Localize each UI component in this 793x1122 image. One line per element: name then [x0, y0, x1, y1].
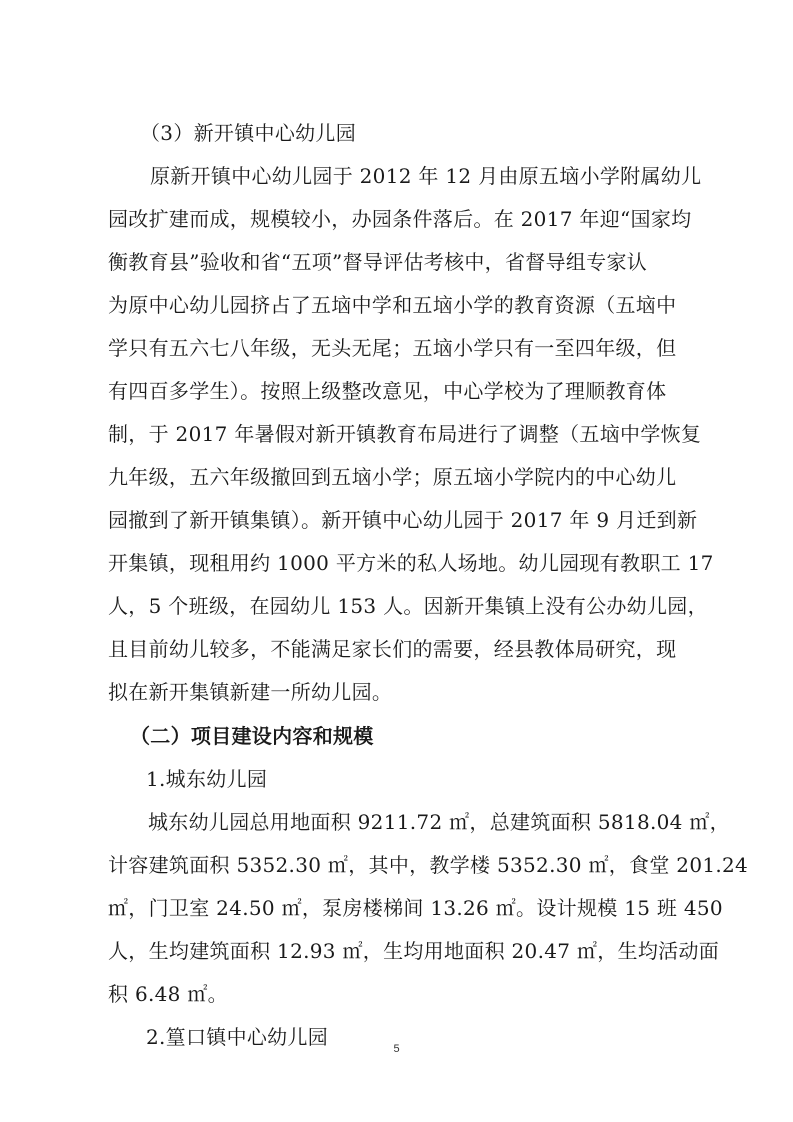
paragraph-line: 园改扩建而成，规模较小，办园条件落后。在 2017 年迎“国家均: [108, 207, 692, 231]
paragraph-line: 九年级，五六年级撤回到五垴小学；原五垴小学院内的中心幼儿: [108, 465, 677, 489]
section-b-heading: （二）项目建设内容和规模: [130, 724, 374, 748]
paragraph-line: 为原中心幼儿园挤占了五垴中学和五垴小学的教育资源（五垴中: [108, 293, 677, 317]
paragraph-line: 园撤到了新开镇集镇）。新开镇中心幼儿园于 2017 年 9 月迁到新: [108, 508, 698, 532]
paragraph-line: 计容建筑面积 5352.30 ㎡，其中，教学楼 5352.30 ㎡，食堂 201.24: [108, 853, 749, 877]
paragraph-line: 开集镇，现租用约 1000 平方米的私人场地。幼儿园现有教职工 17: [108, 551, 714, 575]
paragraph-line: 制，于 2017 年暑假对新开镇教育布局进行了调整（五垴中学恢复: [108, 422, 702, 446]
paragraph-line: 且目前幼儿较多，不能满足家长们的需要，经县教体局研究，现: [108, 637, 677, 661]
paragraph-line: 原新开镇中心幼儿园于 2012 年 12 月由原五垴小学附属幼儿: [150, 164, 702, 188]
item-2-heading: 2.篁口镇中心幼儿园: [146, 1025, 329, 1049]
paragraph-line: 学只有五六七八年级，无头无尾；五垴小学只有一至四年级，但: [108, 336, 677, 360]
paragraph-line: 人，生均建筑面积 12.93 ㎡，生均用地面积 20.47 ㎡，生均活动面: [108, 939, 720, 963]
paragraph-line: 城东幼儿园总用地面积 9211.72 ㎡，总建筑面积 5818.04 ㎡，: [148, 810, 730, 834]
paragraph-line: ㎡，门卫室 24.50 ㎡，泵房楼梯间 13.26 ㎡。设计规模 15 班 450: [108, 896, 723, 920]
item-1-heading: 1.城东幼儿园: [146, 767, 268, 791]
page-number: 5: [393, 1043, 400, 1055]
paragraph-line: 拟在新开集镇新建一所幼儿园。: [108, 680, 393, 704]
paragraph-line: 有四百多学生）。按照上级整改意见，中心学校为了理顺教育体: [108, 379, 667, 403]
paragraph-line: 积 6.48 ㎡。: [108, 982, 228, 1006]
section-3-heading: （3）新开镇中心幼儿园: [140, 121, 357, 145]
paragraph-line: 人，5 个班级，在园幼儿 153 人。因新开集镇上没有公办幼儿园，: [108, 594, 708, 618]
paragraph-line: 衡教育县”验收和省“五项”督导评估考核中，省督导组专家认: [108, 250, 648, 274]
